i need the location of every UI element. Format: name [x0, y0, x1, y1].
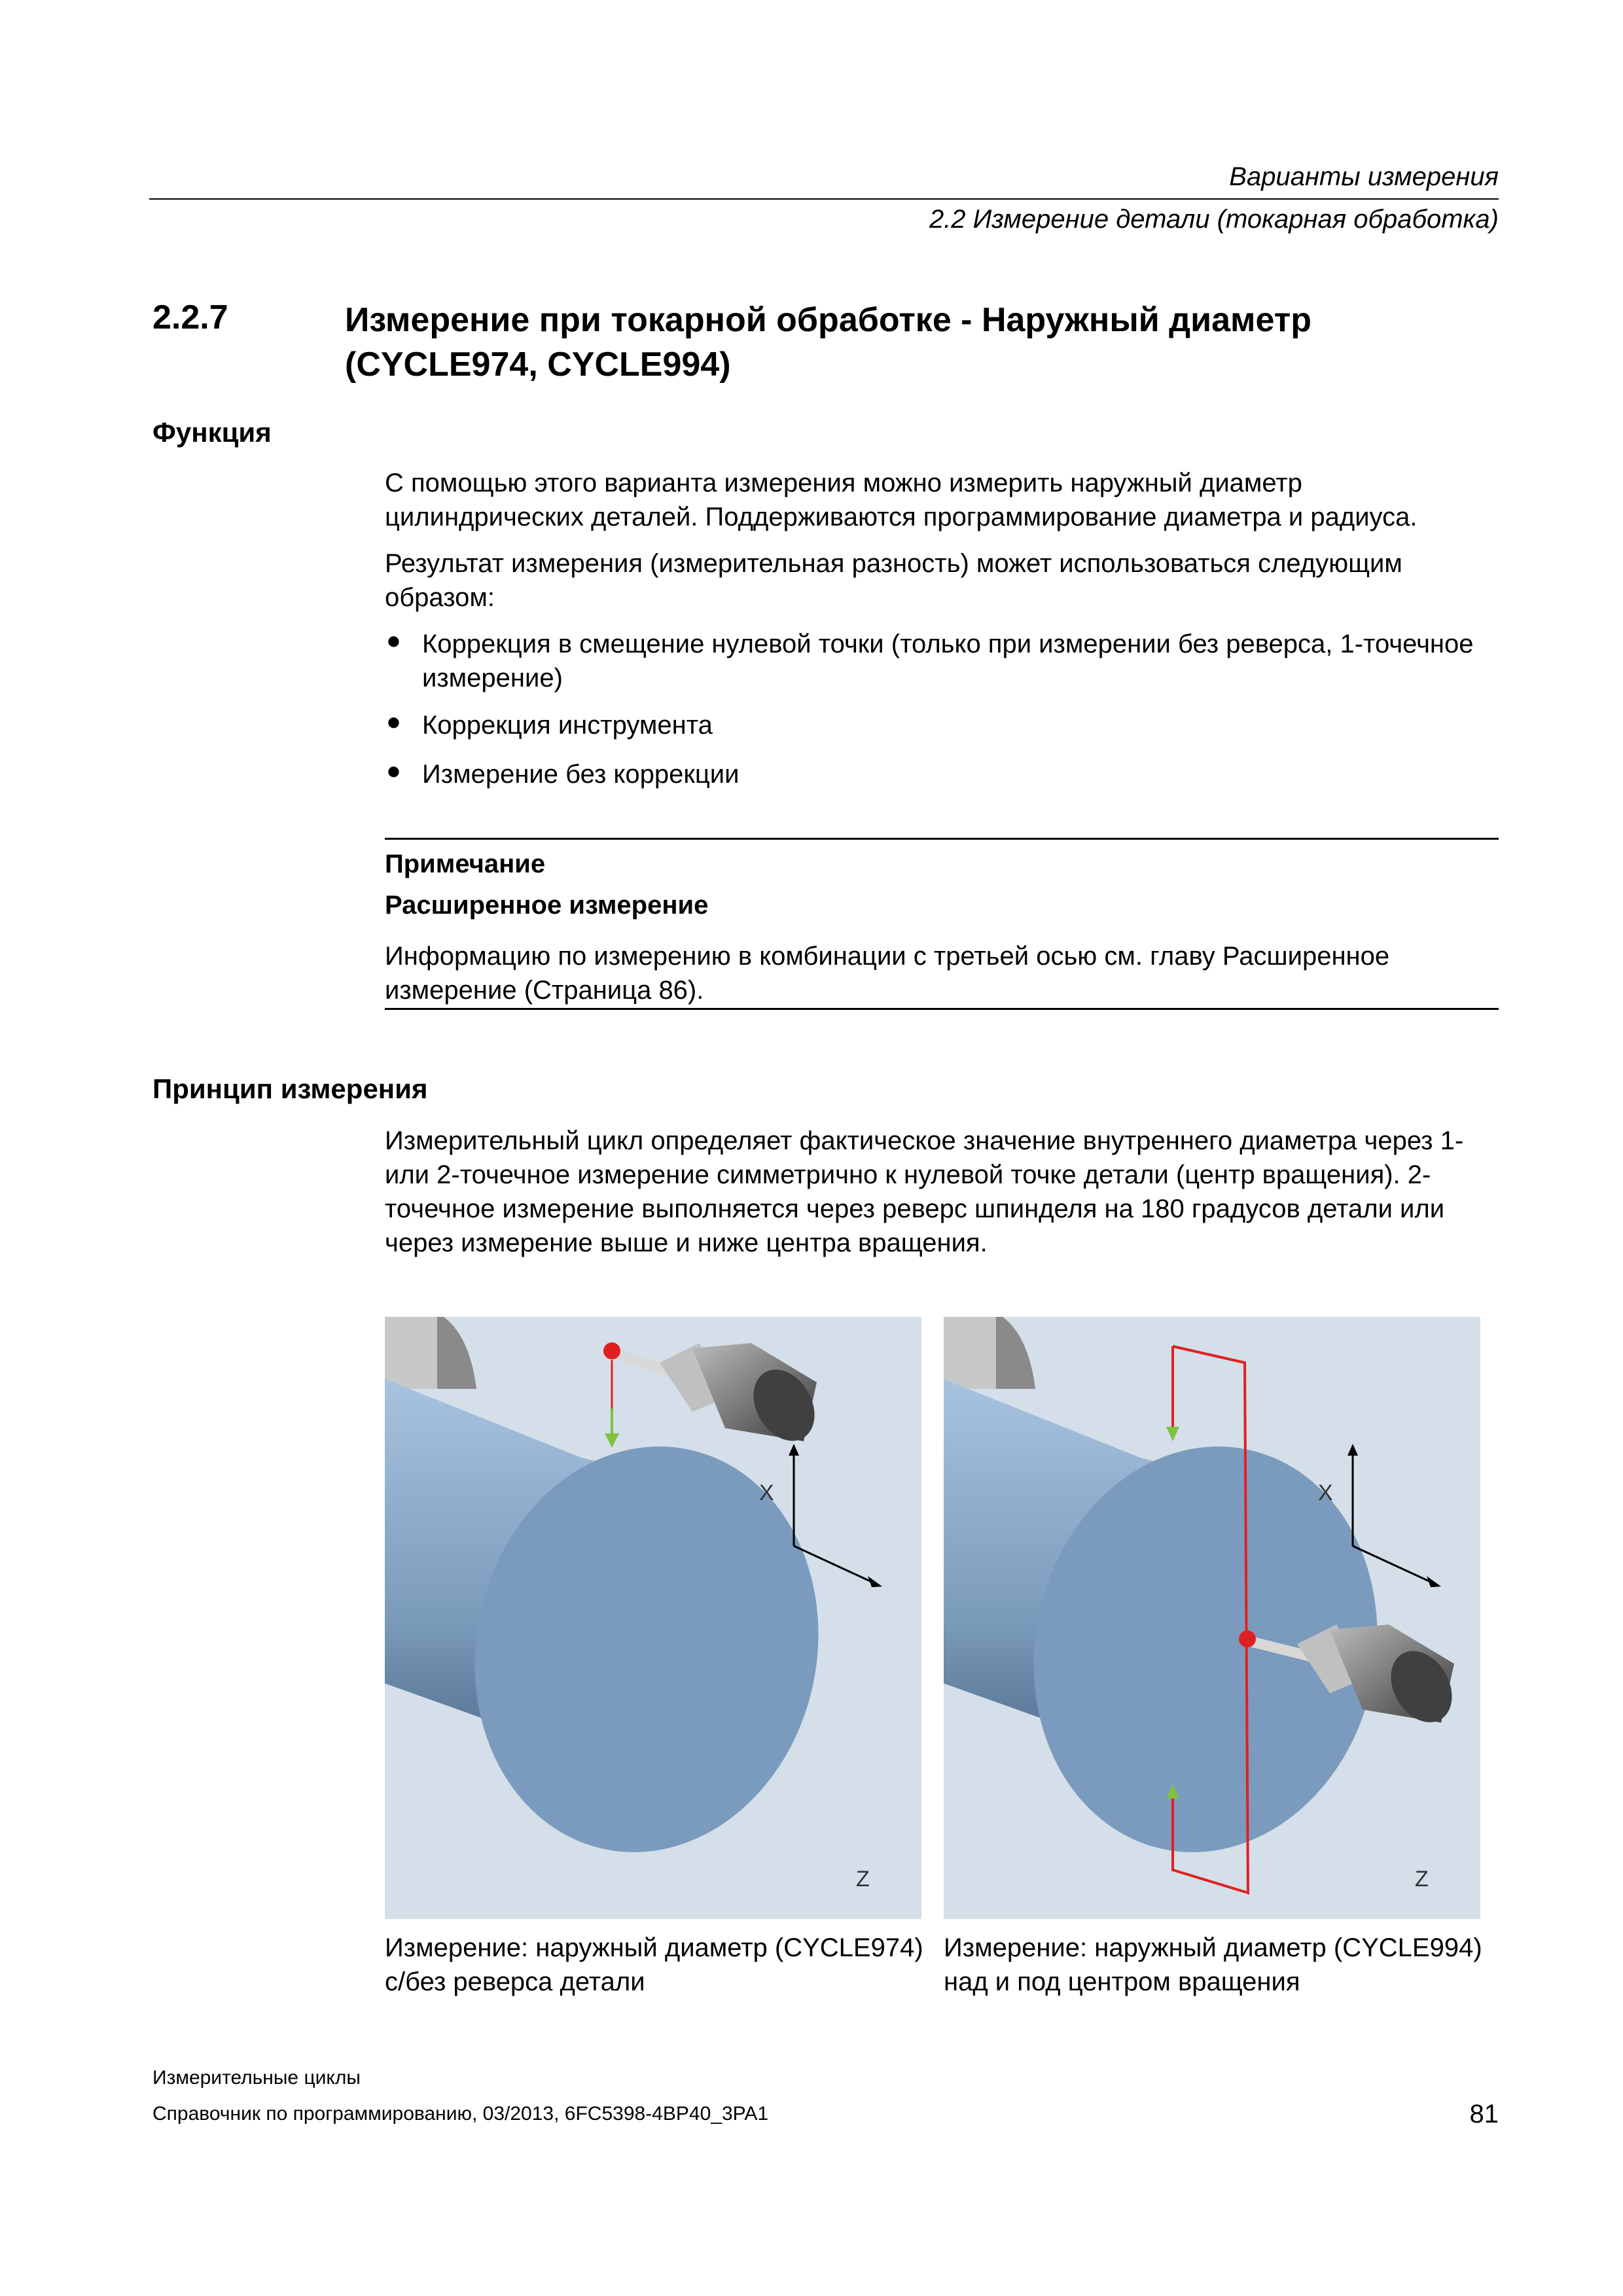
function-paragraph-1: С помощью этого варианта измерения можно измерить наружный диаметр цилиндрических деталей. Поддерживаются программирование диаметра и радиуса. — [385, 469, 1418, 531]
note-title: Расширенное измерение — [385, 891, 709, 920]
footer-reference: Справочник по программированию, 03/2013, 6FC5398-4BP40_3PA1 — [152, 2103, 769, 2125]
axis-x-label: X — [1318, 1480, 1333, 1505]
function-heading: Функция — [152, 417, 272, 448]
header-divider — [149, 198, 1499, 200]
note-top-rule — [385, 838, 1499, 840]
note-label: Примечание — [385, 850, 546, 878]
bullet-dot: ● — [386, 757, 401, 785]
figure-caption-2: Измерение: наружный диаметр (CYCLE994) над и под центром вращения — [944, 1933, 1482, 1996]
figure-caption-1: Измерение: наружный диаметр (CYCLE974) с/без реверса детали — [385, 1933, 923, 1996]
function-paragraph-2: Результат измерения (измерительная разность) может использоваться следующим образом: — [385, 549, 1402, 612]
header-chapter: Варианты измерения — [1229, 162, 1499, 191]
section-number: 2.2.7 — [152, 298, 228, 336]
axis-z-label: Z — [856, 1867, 870, 1892]
footer-title: Измерительные циклы — [152, 2067, 361, 2089]
bullet-dot: ● — [386, 627, 401, 655]
header-section: 2.2 Измерение детали (токарная обработка) — [929, 205, 1499, 234]
figure-cycle974 — [385, 1317, 921, 1919]
touch-point — [603, 1342, 620, 1359]
bullet-dot: ● — [386, 708, 401, 736]
principle-heading: Принцип измерения — [152, 1073, 428, 1104]
bullet-item: Коррекция в смещение нулевой точки (только при измерении без реверса, 1-точечное измерение) — [422, 630, 1474, 692]
note-text: Информацию по измерению в комбинации с третьей осью см. главу Расширенное измерение (Страница 86). — [385, 942, 1390, 1005]
bullet-item: Коррекция инструмента — [422, 711, 713, 740]
bullet-item: Измерение без коррекции — [422, 760, 740, 789]
axis-z-label: Z — [1415, 1867, 1429, 1892]
note-bottom-rule — [385, 1008, 1499, 1010]
principle-text: Измерительный цикл определяет фактическое значение внутреннего диаметра через 1- или 2-точечное измерение симметрично к нулевой точке детали (центр вращения). 2-точечное измерение выполняется через реверс шпинделя на 180 градусов детали или через измерение выше и ниже центра вращения. — [385, 1126, 1464, 1257]
touch-point — [1239, 1630, 1256, 1647]
figure-cycle994 — [944, 1317, 1480, 1919]
section-title: Измерение при токарной обработке - Наружный диаметр (CYCLE974, CYCLE994) — [345, 301, 1311, 384]
page-number: 81 — [1469, 2100, 1499, 2128]
axis-x-label: X — [759, 1480, 774, 1505]
